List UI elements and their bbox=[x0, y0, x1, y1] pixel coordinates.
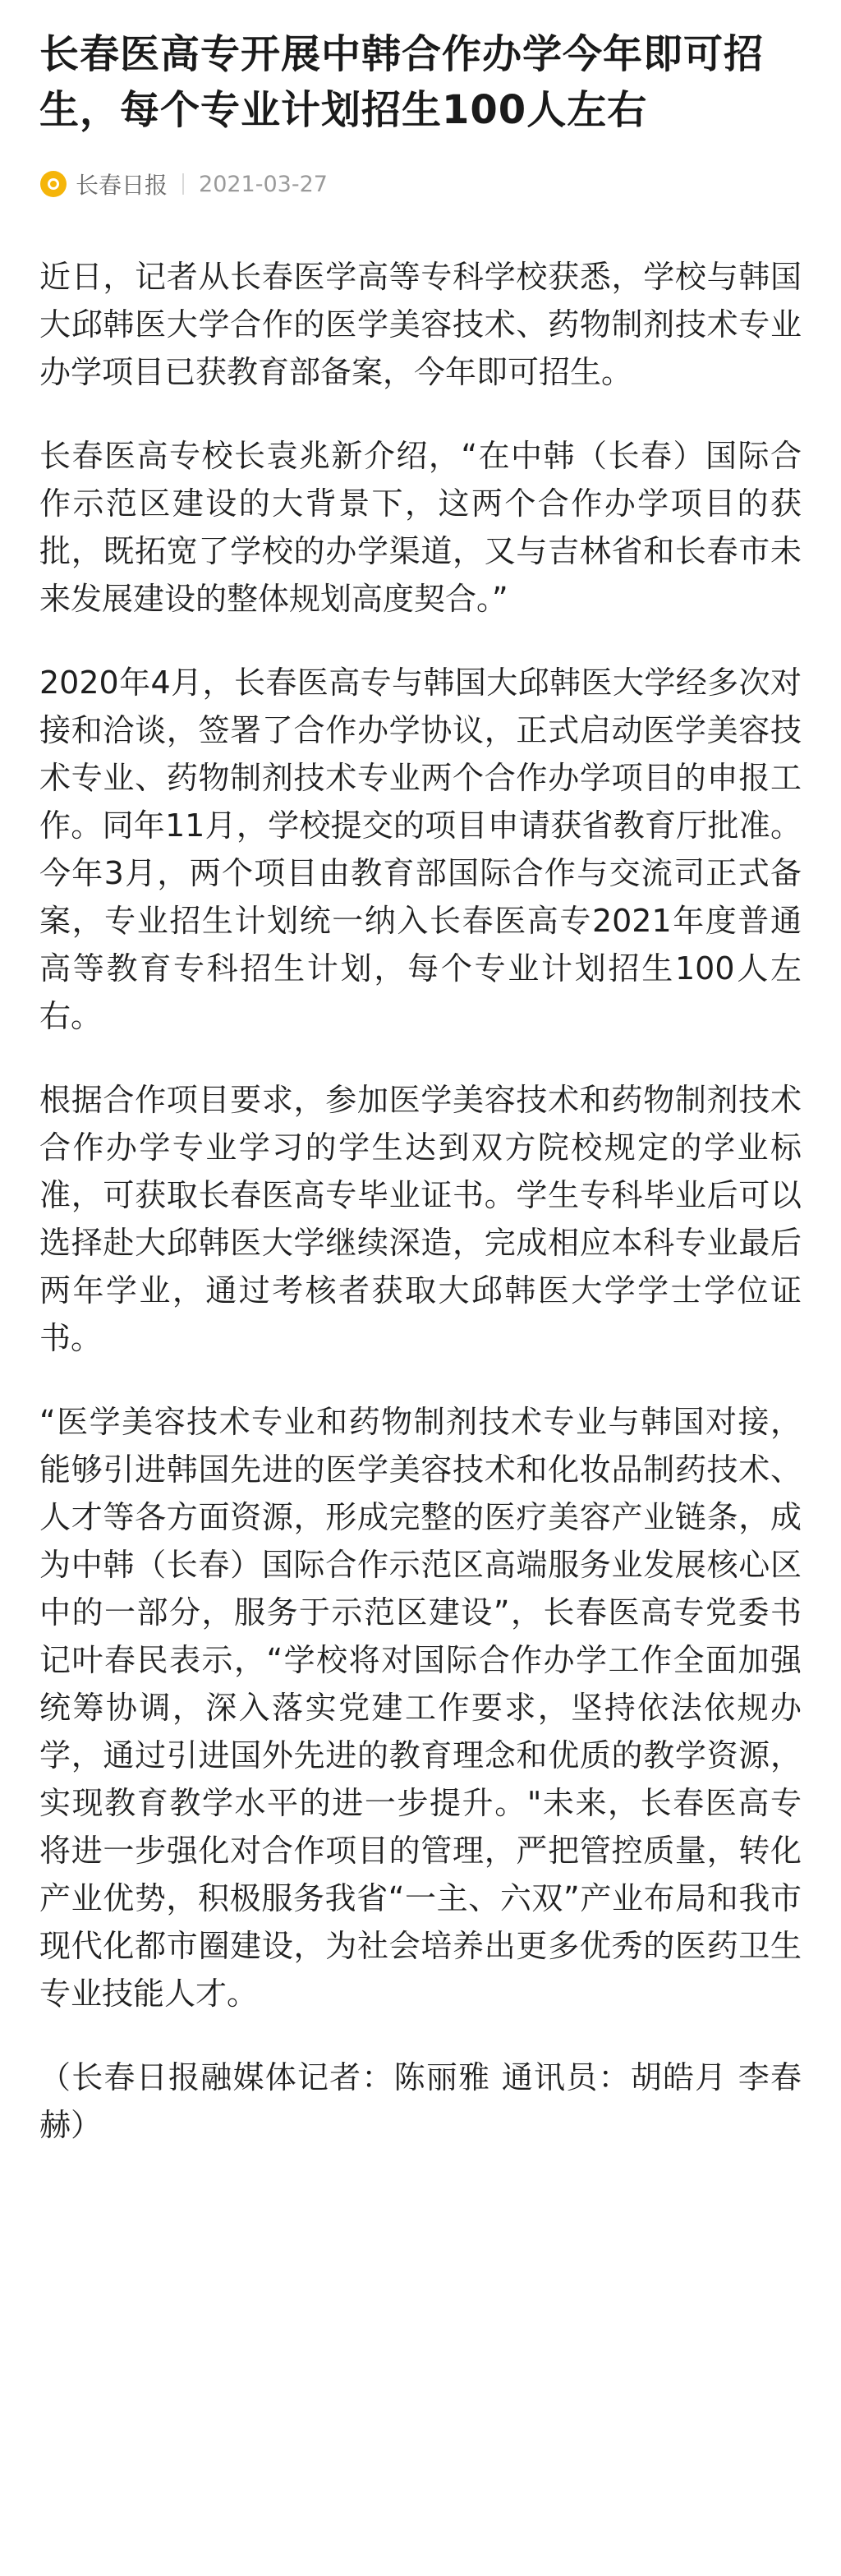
publish-date: 2021-03-27 bbox=[199, 171, 328, 197]
paragraph-intro: 近日，记者从长春医学高等专科学校获悉，学校与韩国大邱韩医大学合作的医学美容技术、药物制剂技术专业办学项目已获教育部备案，今年即可招生。 bbox=[39, 259, 802, 390]
paragraph-timeline: 2020年4月，长春医高专与韩国大邱韩医大学经多次对接和洽谈，签署了合作办学协议，正式启动医学美容技术专业、药物制剂技术专业两个合作办学项目的申报工作。同年11月，学校提交的项目申请获省教育厅批准。今年3月，两个项目由教育部国际合作与交流司正式备案，专业招生计划统一纳入长春医高专2021年度普通高等教育专科招生计划，每个专业计划招生100人左右。 bbox=[39, 665, 802, 1034]
paragraph-principal-quote: 长春医高专校长袁兆新介绍，“在中韩（长春）国际合作示范区建设的大背景下，这两个合作办学项目的获批，既拓宽了学校的办学渠道，又与吉林省和长春市未来发展建设的整体规划高度契合。” bbox=[39, 438, 802, 617]
source-name[interactable]: 长春日报 bbox=[76, 172, 168, 199]
article-title: 长春医高专开展中韩合作办学今年即可招生，每个专业计划招生100人左右 bbox=[39, 31, 765, 133]
paragraph-secretary-quote: “医学美容技术专业和药物制剂技术专业与韩国对接，能够引进韩国先进的医学美容技术和化妆品制药技术、人才等各方面资源，形成完整的医疗美容产业链条，成为中韩（长春）国际合作示范区高端服务业发展核心区中的一部分，服务于示范区建设”，长春医高专党委书记叶春民表示，“学校将对国际合作办学工作全面加强统筹协调，深入落实党建工作要求，坚持依法依规办学，通过引进国外先进的教育理念和优质的教学资源，实现教育教学水平的进一步提升。"未来，长春医高专将进一步强化对合作项目的管理，严把管控质量，转化产业优势，积极服务我省“一主、六双”产业布局和我市现代化都市圈建设，为社会培养出更多优秀的医药卫生专业技能人才。 bbox=[39, 1404, 802, 2012]
paragraph-requirements: 根据合作项目要求，参加医学美容技术和药物制剂技术合作办学专业学习的学生达到双方院校规定的学业标准，可获取长春医高专毕业证书。学生专科毕业后可以选择赴大邱韩医大学继续深造，完成相应本科专业最后两年学业，通过考核者获取大邱韩医大学学士学位证书。 bbox=[39, 1082, 802, 1356]
sun-logo-icon bbox=[39, 170, 67, 198]
paragraph-credits: （长春日报融媒体记者：陈丽雅 通讯员：胡皓月 李春赫） bbox=[39, 2059, 802, 2143]
article-body bbox=[39, 253, 802, 2149]
meta-divider bbox=[182, 173, 184, 195]
article-meta bbox=[39, 168, 802, 200]
